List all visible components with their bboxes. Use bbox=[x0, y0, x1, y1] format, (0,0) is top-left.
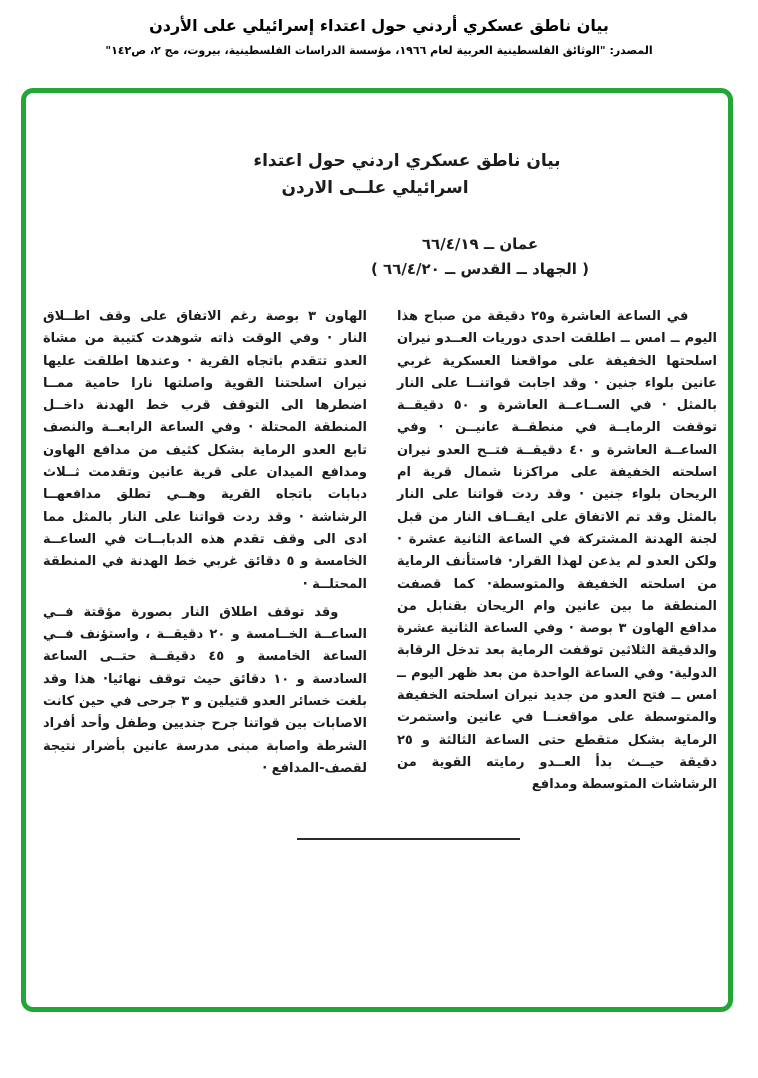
doc-body-columns bbox=[26, 306, 728, 797]
doc-column-left bbox=[43, 306, 367, 797]
horizontal-divider bbox=[297, 838, 520, 840]
doc-column-right bbox=[397, 306, 717, 797]
doc-attribution: ( الجهاد ــ القدس ــ ٦٦/٤/٢٠ ) bbox=[370, 260, 590, 278]
doc-title-line1: بيان ناطق عسكري اردني حول اعتداء bbox=[253, 151, 561, 171]
doc-title-line2: اسرائيلي علــى الاردن bbox=[281, 178, 469, 198]
doc-title-block bbox=[26, 148, 728, 202]
body-paragraph: وقد توقف اطلاق النار بصورة مؤقتة فــي الساعــة الخــامسة و ٢٠ دقيقــة ، واستؤنف فــي الساعة الخامسة و ٤٥ دقيقــة حتــى الساعة السادسة و ١٠ دقائق حيث توقف نهائيا· هذا وقد بلغت خسائر العدو قتيلين و ٣ جرحى في حين كانت الاصابات بين قواتنا جرح جنديين وطفل وأحد أفراد الشرطة واصابة مبنى مدرسة عانين بأضرار نتيجة لقصف-المدافع · bbox=[43, 604, 368, 776]
doc-dateline: عمان ــ ٦٦/٤/١٩ bbox=[421, 235, 539, 253]
page-header bbox=[0, 0, 758, 57]
body-paragraph: في الساعة العاشرة و٢٥ دقيقة من صباح هذا اليوم ــ امس ــ اطلقت احدى دوريات العــدو نيران اسلحتها الخفيفة على مواقعنا العسكرية غربي عانين بلواء جنين · وقد اجابت قواتنــا على النار بالمثل · في الســاعــة العاشرة و ٥٠ دقيقــة توقفت الرمايــة في منطقــة عانيــن · وفي الساعــة العاشرة و ٤٠ دقيقــة فتــح العدو نيران اسلحته الخفيفة على مراكزنا شمال قرية ام الريحان بلواء جنين · وقد ردت قواتنا على النار بالمثل وقد تم الاتفاق على ايقــاف النار من قبل لجنة الهدنة المشتركة في الساعة الثانية عشرة · ولكن العدو لم يذعن لهذا القرار· فاستأنف الرماية من اسلحته الخفيفة والمتوسطة· كما قصفت المنطقة ما بين عانين وام الريحان بقنابل من مدافع الهاون ٣ بوصة · وفي الساعة الثانية عشرة والدقيقة الثلاثين توقفت الرماية بعد تدخل الرقابة الدولية· وفي الساعة الواحدة من بعد ظهر اليوم ــ امس ــ فتح العدو من جديد نيران اسلحته الخفيفة والمتوسطة على مواقعنــا في عانين واستمرت الرماية بشكل متقطع حتى الساعة الثالثة و ٢٥ دقيقة حيــث بدأ العــدو رمايته القوية من الرشاشات المتوسطة ومدافع bbox=[397, 309, 718, 793]
body-paragraph: الهاون ٣ بوصة رغم الاتفاق على وقف اطــلاق النار · وفي الوقت ذاته شوهدت كتيبة من مشاة العدو تتقدم باتجاه القرية · وعندها اطلقت عليها نيران اسلحتنا القوية واصلتها نارا حامية ممــا اضطرها الى التوقف قرب خط الهدنة داخــل المنطقة المحتلة · وفي الساعة الرابعــة والنصف تابع العدو الرماية بشكل كثيف من مدافع الهاون ومدافع الميدان على قرية عانين وتقدمت ثــلاث دبابات باتجاه القرية وهــي تطلق مدافعهــا الرشاشة · وقد ردت قواتنا على النار بالمثل مما ادى الى وقف تقدم هذه الدبابــات في الساعــة الخامسة و ٥ دقائق غربي خط الهدنة في المنطقة المحتلــة · bbox=[43, 309, 367, 592]
document-scan-frame bbox=[21, 88, 733, 1012]
page-title: بيان ناطق عسكري أردني حول اعتداء إسرائيلي على الأردن bbox=[149, 16, 609, 35]
doc-dateline-block bbox=[129, 232, 758, 282]
source-line: المصدر: "الوثائق الفلسطينية العربية لعام ١٩٦٦، مؤسسة الدراسات الفلسطينية، بيروت، مج ٢، ص١٤٢" bbox=[105, 44, 653, 57]
